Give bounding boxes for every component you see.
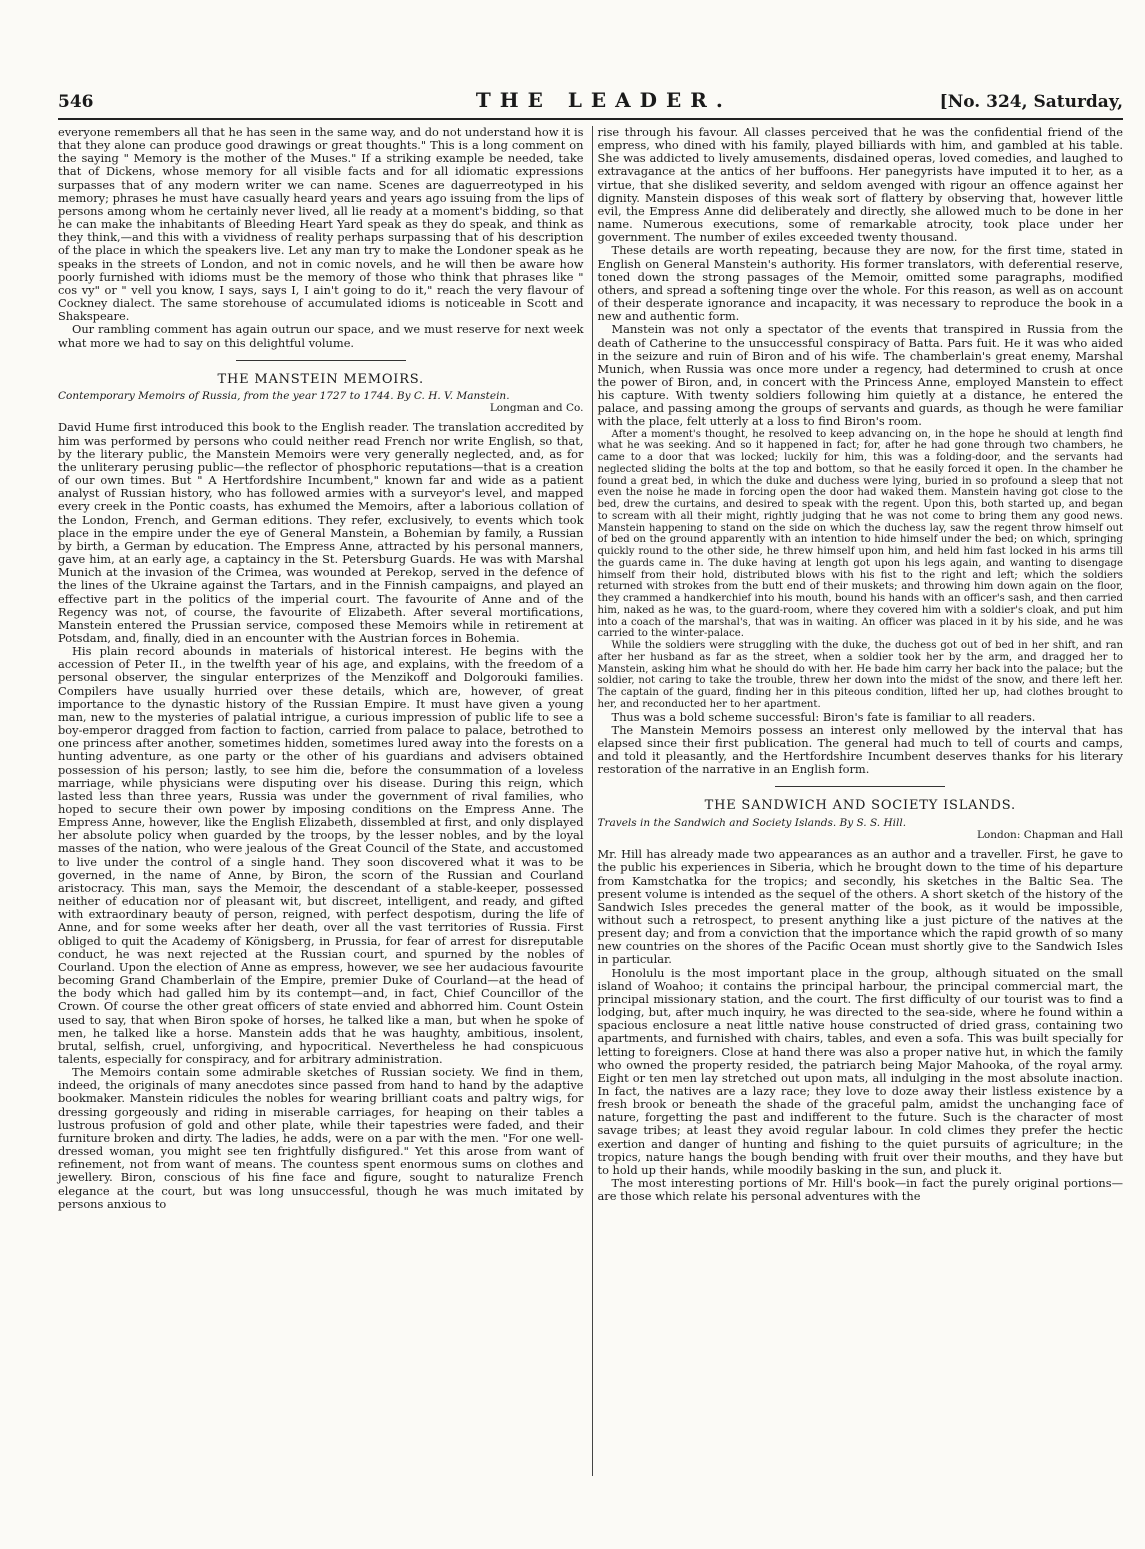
sandwich-heading: THE SANDWICH AND SOCIETY ISLANDS.: [704, 798, 1016, 814]
article-paragraph: Mr. Hill has already made two appearances as an author and a traveller. First, he gave to the public his experiences in Siberia, which he brought down to the time of his departure from Kamstchatka for the tropics; and secondly, his sketches in the Baltic Sea. The present volume is intended as the sequel of the others. A short sketch of the history of the Sandwich Isles precedes the general matter of the book, as it would be impossible, without such a retrospect, to present anything like a just picture of the natives at the present day; and from a conviction that the importance which the rapid growth of so many new countries on the shores of the Pacific Ocean must shortly give to the Sandwich Isles in particular.: [597, 847, 1123, 967]
article-paragraph: The Memoirs contain some admirable sketches of Russian society. We find in them, indeed, the originals of many anecdotes since passed from hand to hand by the adaptive bookmaker. Manstein ridicules the nobles for wearing brilliant coats and paltry wigs, for dressing gorgeously and riding in miserable carriages, for heaping on their tables a lustrous profusion of gold and other plate, while their tapestries were faded, and their furniture broken and dirty. The ladies, he adds, were on a par with the men. "For one well-dressed woman, you might see ten frightfully disfigured." Yet this arose from want of refinement, not from want of means. The countess spent enormous sums on clothes and jewellery. Biron, conscious of his fine face and figure, sought to naturalize French elegance at the court, but was long unsuccessful, though he was much imitated by persons anxious to: [58, 1065, 584, 1211]
article-paragraph: David Hume first introduced this book to the English reader. The translation accredited by him was performed by persons who could neither read French nor write English, so that, by the literary public, the Manstein Memoirs were very generally neglected, and, as for the unliterary perusing public—the reflector of phosphoric reputations—that is a creation of our own times. But " A Hertfordshire Incumbent," known far and wide as a patient analyst of Russian history, who has followed armies with a surveyor's level, and mapped every creek in the Pontic coasts, has exhumed the Memoirs, after a laborious collation of the London, French, and German editions. They refer, exclusively, to events which took place in the empire under the eye of General Manstein, a Bohemian by family, a Russian by birth, a German by education. The Empress Anne, attracted by his personal manners, gave him, at an early age, a captaincy in the St. Petersburg Guards. He was with Marshal Munich at the invasion of the Crimea, was wounded at Perekop, served in the defence of the lines of the Ukraine against the Tartars, and in the Finnish campaigns, and played an effective part in the politics of the imperial court. The favourite of Anne and of the Regency was not, of course, the favourite of Elizabeth. After several mortifications, Manstein entered the Prussian service, composed these Memoirs while in retirement at Potsdam, and, finally, died in an encounter with the Austrian forces in Bohemia.: [58, 420, 584, 645]
right-column: [598, 126, 1124, 1211]
article-paragraph: rise through his favour. All classes perceived that he was the confidential friend of the empress, who dined with his family, played billiards with him, and gambled at his table. She was addicted to lively amusements, disdained operas, loved comedies, and laughed to extravagance at the antics of her buffoons. Her panegyrists have imputed it to her, as a virtue, that she disliked severity, and seldom avenged with rigour an offence against her dignity. Manstein disposes of this weak sort of flattery by observing that, however little evil, the Empress Anne did deliberately and directly, she allowed much to be done in her name. Numerous executions, some of remarkable atrocity, took place under her government. The number of exiles exceeded twenty thousand.: [597, 125, 1123, 245]
section-rule: [236, 360, 406, 361]
article-paragraph: Thus was a bold scheme successful: Biron's fate is familiar to all readers.: [611, 709, 1036, 724]
column-divider: [592, 126, 593, 1476]
article-paragraph: His plain record abounds in materials of historical interest. He begins with the accession of Peter II., in the twelfth year of his age, and explains, with the freedom of a personal observer, the singular enterprizes of the Menzikoff and Dolgorouki families. Compilers have usually hurried over these details, which are, however, of great importance to the dynastic history of the Russian Empire. It must have given a young man, new to the mysteries of palatial intrigue, a curious impression of public life to see a boy-emperor dragged from faction to faction, carried from palace to palace, betrothed to one princess after another, sometimes hidden, sometimes lured away into the forests on a hunting adventure, as one party or the other of his guardians and advisers obtained possession of his person; lastly, to see him die, before the consummation of a loveless marriage, while physicians were disputing over his disease. During this reign, which lasted less than three years, Russia was under the government of rival families, who hoped to secure their own power by imposing conditions on the Empress Anne. The Empress Anne, however, like the English Elizabeth, dissembled at first, and only displayed her absolute policy when guarded by the troops, by the lesser nobles, and by the loyal masses of the nation, who were jealous of the Great Council of the State, and accustomed to live under the control of a single hand. They soon discovered what it was to be governed, in the name of Anne, by Biron, the scorn of the Russian and Courland aristocracy. This man, says the Memoir, the descendant of a stable-keeper, possessed neither of education nor of pleasant wit, but discreet, intelligent, and ready, and gifted with extraordinary beauty of person, reigned, with perfect despotism, during the life of Anne, and for some weeks after her death, over all the vast territories of Russia. First obliged to quit the Academy of Königsberg, in Prussia, for fear of arrest for disreputable conduct, he was next rejected at the Russian court, and spurned by the nobles of Courland. Upon the election of Anne as empress, however, we see her audacious favourite becoming Grand Chamberlain of the Empire, premier Duke of Courland—at the head of the body which had galled him by its contempt—and, in fact, Chief Councillor of the Crown. Of course the other great officers of state envied and abhorred him. Count Ostein used to say, that when Biron spoke of horses, he talked like a man, but when he spoke of men, he talked like a horse. Manstein adds that he was haughty, ambitious, insolent, brutal, selfish, cruel, unforgiving, and hypocritical. Nevertheless he had conspicuous talents, especially for conspiracy, and for arbitrary administration.: [58, 644, 584, 1066]
article-paragraph: These details are worth repeating, because they are now, for the first time, stated in English on General Manstein's authority. His former translators, with deferential reserve, toned down the strong passages of the Memoir, omitted some paragraphs, modified others, and spread a softening tinge over the whole. For this reason, as well as on account of their desperate ignorance and incapacity, it was necessary to reproduce the book in a new and authentic form.: [597, 243, 1123, 324]
article-paragraph: The most interesting portions of Mr. Hill's book—in fact the purely original portions—are those which relate his personal adventures with the: [597, 1176, 1123, 1204]
left-column: [58, 126, 584, 1211]
issue-label: [No. 324, Saturday,: [939, 92, 1123, 112]
sandwich-publisher: London: Chapman and Hall: [976, 829, 1123, 842]
two-column-body: [58, 126, 1123, 1211]
page-header: [58, 78, 1123, 120]
quoted-extract: After a moment's thought, he resolved to keep advancing on, in the hope he should at length find what he was seeking. And so it happened in fact; for, after he had gone through two chambers, he came to a door that was locked; luckily for him, this was a folding-door, and the servants had neglected sliding the bolts at the top and bottom, so that he easily forced it open. In the chamber he found a great bed, in which the duke and duchess were lying, buried in so profound a sleep that not even the noise he made in forcing open the door had waked them. Manstein having got close to the bed, drew the curtains, and desired to speak with the regent. Upon this, both started up, and began to scream with all their might, rightly judging that he was not come to bring them any good news. Manstein happening to stand on the side on which the duchess lay, saw the regent throw himself out of bed on the ground apparently with an intention to hide himself under the bed; on which, springing quickly round to the other side, he threw himself upon him, and held him fast locked in his arms till the guards came in. The duke having at length got upon his legs again, and wanting to disengage himself from their hold, distributed blows with his fist to the right and left; which the soldiers returned with strokes from the butt end of their muskets; and throwing him down again on the floor, they crammed a handkerchief into his mouth, bound his hands with an officer's sash, and then carried him, naked as he was, to the guard-room, where they covered him with a soldier's cloak, and put him into a coach of the marshal's, that was in waiting. An officer was placed in it by his side, and he was carried to the winter-palace.: [597, 428, 1123, 640]
article-paragraph: Honolulu is the most important place in the group, although situated on the small island of Woahoo; it contains the principal harbour, the principal commercial mart, the principal missionary station, and the court. The first difficulty of our tourist was to find a lodging, but, after much inquiry, he was directed to the sea-side, where he found within a spacious enclosure a neat little native house constructed of dried grass, containing two apartments, and furnished with chairs, tables, and even a sofa. This was built specially for letting to foreigners. Close at hand there was also a proper native hut, in which the family who owned the property resided, the patriarch being Major Mahooka, of the royal army. Eight or ten men lay stretched out upon mats, all indulging in the most absolute inaction. In fact, the natives are a lazy race; they love to doze away their listless existence by a fresh brook or beneath the shade of the graceful palm, amidst the unchanging face of nature, forgetting the past and indifferent to the future. Such is the character of most savage tribes; at least they avoid regular labour. In cold climes they prefer the hectic exertion and danger of hunting and fishing to the quiet pursuits of agriculture; in the tropics, nature hangs the bough bending with fruit over their mouths, and they have but to hold up their hands, while moodily basking in the sun, and pluck it.: [597, 965, 1123, 1177]
sandwich-source: Travels in the Sandwich and Society Islands. By S. S. Hill.: [597, 816, 907, 829]
article-paragraph: Our rambling comment has again outrun our space, and we must reserve for next week what more we had to say on this delightful volume.: [58, 322, 584, 350]
section-rule: [775, 786, 945, 787]
article-paragraph: everyone remembers all that he has seen in the same way, and do not understand how it is that they alone can produce good drawings or great thoughts." This is a long comment on the saying " Memory is the mother of the Muses." If a striking example be needed, take that of Dickens, whose memory for all visible facts and for all idiomatic expressions surpasses that of any modern writer we can name. Scenes are daguerreotyped in his memory; phrases he must have casually heard years and years ago issuing from the lips of persons among whom he certainly never lived, all lie ready at a moment's bidding, so that he can make the inhabitants of Bleeding Heart Yard speak as they do speak, and think as they think,—and this with a vividness of reality perhaps surpassing that of his description of the place in which the speakers live. Let any man try to make the Londoner speak as he speaks in the streets of London, and not in comic novels, and he will then be aware how poorly furnished with idioms must be the memory of those who think that phrases like " cos vy" or " vell you know, I says, says I, I ain't going to do it," reach the very flavour of Cockney dialect. The same storehouse of accumulated idioms is noticeable in Scott and Shakspeare.: [58, 125, 584, 324]
article-paragraph: The Manstein Memoirs possess an interest only mellowed by the interval that has elapsed since their first publication. The general had much to tell of courts and camps, and told it pleasantly, and the Hertfordshire Incumbent deserves thanks for his literary restoration of the narrative in an English form.: [597, 722, 1123, 777]
manstein-heading: THE MANSTEIN MEMOIRS.: [217, 371, 424, 387]
page-number: 546: [58, 92, 94, 112]
manstein-publisher: Longman and Co.: [489, 402, 584, 415]
manstein-source: Contemporary Memoirs of Russia, from the year 1727 to 1744. By C. H. V. Manstein.: [58, 389, 510, 402]
quoted-extract: While the soldiers were struggling with the duke, the duchess got out of bed in her shift, and ran after her husband as far as the street, when a soldier took her by the arm, and dragged her to Manstein, asking him what he should do with her. He bade him carry her back into the palace; but the soldier, not caring to take the trouble, threw her down into the midst of the snow, and there left her. The captain of the guard, finding her in this piteous condition, lifted her up, had clothes brought to her, and reconducted her to her apartment.: [597, 640, 1123, 710]
article-paragraph: Manstein was not only a spectator of the events that transpired in Russia from the death of Catherine to the unsuccessful conspiracy of Batta. Pars fuit. He it was who aided in the seizure and ruin of Biron and of his wife. The chamberlain's great enemy, Marshal Munich, when Russia was once more under a regency, had determined to crush at once the power of Biron, and, in concert with the Princess Anne, employed Manstein to effect his capture. With twenty soldiers following him quietly at a distance, he entered the palace, and passing among the groups of servants and guards, as though he were familiar with the place, felt utterly at a loss to find Biron's room.: [597, 322, 1123, 429]
masthead-title: THE LEADER.: [475, 88, 732, 112]
